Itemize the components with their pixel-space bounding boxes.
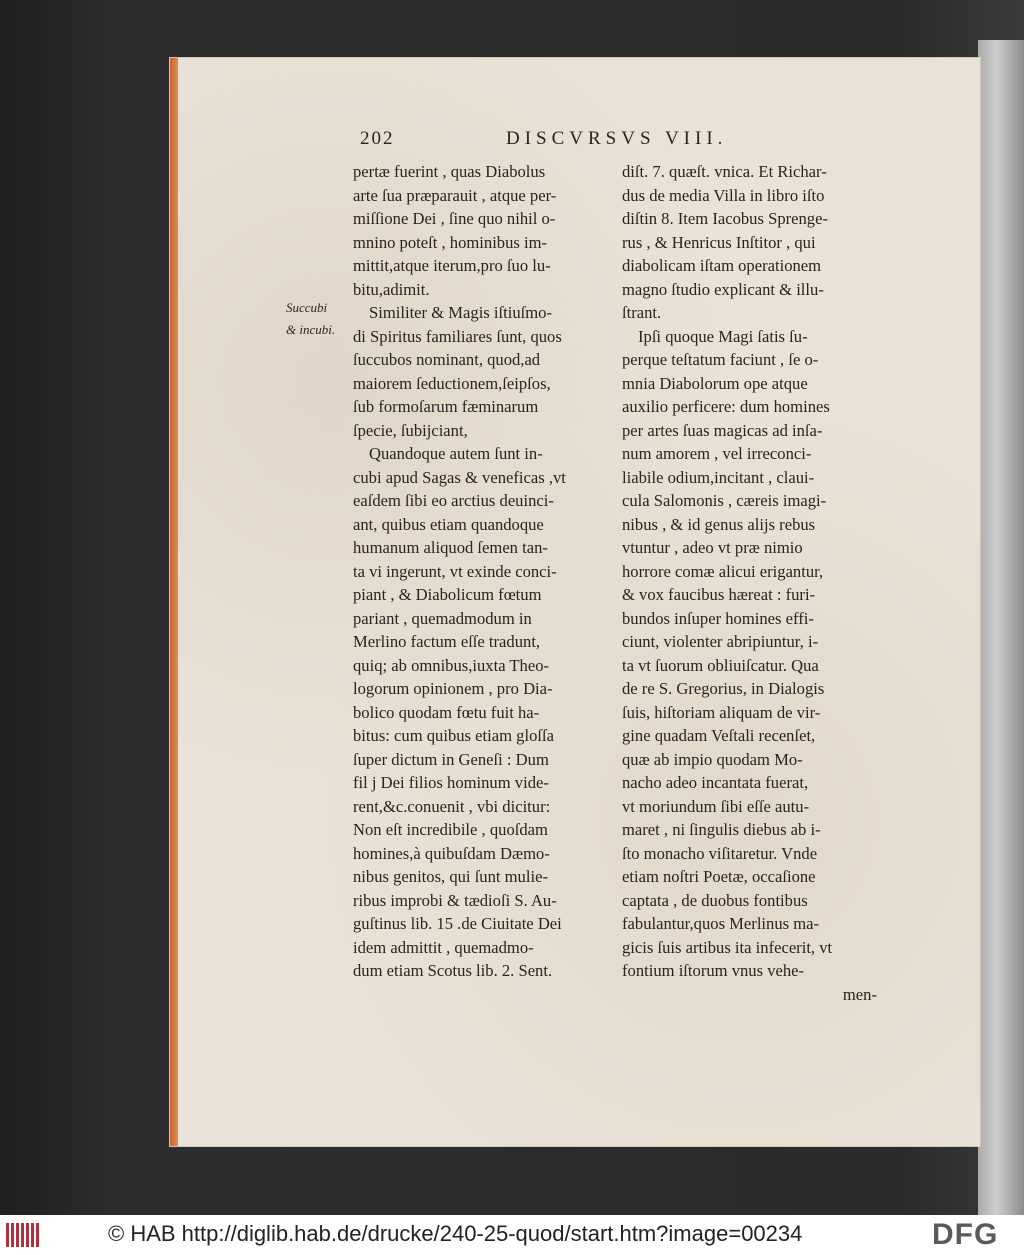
- text-line: humanum aliquod ſemen tan-: [353, 538, 548, 557]
- text-line: bundos inſuper homines effi-: [622, 608, 814, 628]
- text-line: bitu,adimit.: [353, 279, 430, 299]
- text-line: gicis ſuis artibus ita infecerit, vt: [622, 937, 833, 957]
- text-line: Similiter & Magis iſtiuſmo-: [369, 303, 552, 322]
- text-line: fil j Dei filios hominum vide-: [353, 773, 549, 792]
- adjacent-page-edge: [978, 40, 1024, 1215]
- copyright-link[interactable]: © HAB http://diglib.hab.de/drucke/240-25-quod/start.htm?image=00234: [108, 1221, 803, 1246]
- running-title: DISCVRSVS VIII.: [506, 128, 728, 149]
- text-line: ant, quibus etiam quandoque: [353, 514, 544, 534]
- text-line: bitus: cum quibus etiam gloſſa: [353, 726, 554, 745]
- margin-note-2: & incubi.: [286, 322, 336, 337]
- text-line: idem admittit , quemadmo-: [353, 937, 534, 957]
- text-line: eaſdem ſibi eo arctius deuinci-: [353, 491, 554, 510]
- text-line: ta vt ſuorum obliuiſcatur. Qua: [622, 655, 819, 675]
- text-line: Non eſt incredibile , quoſdam: [353, 820, 548, 839]
- text-line: captata , de duobus fontibus: [622, 890, 808, 910]
- text-line: ribus improbi & tædioſi S. Au-: [353, 890, 557, 910]
- text-line: ſub formoſarum fæminarum: [353, 397, 539, 416]
- text-line: de re S. Gregorius, in Dialogis: [622, 679, 825, 698]
- text-line: mnino poteſt , hominibus im-: [353, 232, 548, 252]
- text-line: ſuis, hiſtoriam aliquam de vir-: [622, 702, 821, 722]
- text-line: quiq; ab omnibus,iuxta Theo-: [353, 655, 550, 675]
- text-line: piant , & Diabolicum fœtum: [353, 585, 542, 604]
- text-line: quæ ab impio quodam Mo-: [622, 749, 803, 769]
- text-line: vt moriundum ſibi eſſe autu-: [622, 796, 810, 816]
- text-line: diabolicam iſtam operationem: [622, 256, 822, 275]
- text-line: gine quadam Veſtali recenſet,: [622, 726, 816, 745]
- text-line: fabulantur,quos Merlinus ma-: [622, 914, 820, 933]
- right-text-column: [622, 160, 877, 1006]
- page-cut-edge: [170, 58, 178, 1146]
- left-text-column: [353, 160, 608, 983]
- text-line: miſſione Dei , ſine quo nihil o-: [353, 209, 556, 228]
- footer-bar: [0, 1215, 1024, 1255]
- text-line: per artes ſuas magicas ad inſa-: [622, 420, 823, 440]
- text-line: logorum opinionem , pro Dia-: [353, 679, 553, 698]
- text-line: homines,à quibuſdam Dæmo-: [353, 843, 550, 863]
- text-line: ſpecie, ſubijciant,: [353, 420, 468, 440]
- text-line: etiam noſtri Poetæ, occaſione: [622, 867, 816, 886]
- dfg-logo: DFG: [932, 1218, 999, 1251]
- barcode-icon: [6, 1223, 46, 1247]
- text-line: maiorem ſeductionem,ſeipſos,: [353, 373, 551, 393]
- margin-note-1: Succubi: [286, 300, 328, 315]
- text-line: magno ſtudio explicant & illu-: [622, 279, 824, 299]
- text-line: nacho adeo incantata fuerat,: [622, 773, 809, 792]
- text-line: liabile odium,incitant , claui-: [622, 467, 815, 487]
- text-line: perque teſtatum faciunt , ſe o-: [622, 350, 819, 369]
- text-line: maret , ni ſingulis diebus ab i-: [622, 820, 821, 839]
- text-line: arte ſua præparauit , atque per-: [353, 185, 557, 205]
- text-line: & vox faucibus hæreat : furi-: [622, 585, 816, 604]
- text-line: num amorem , vel irreconci-: [622, 444, 812, 463]
- text-line: ſuper dictum in Geneſi : Dum: [353, 749, 549, 769]
- text-line: vtuntur , adeo vt præ nimio: [622, 538, 803, 557]
- text-line: mnia Diabolorum ope atque: [622, 373, 808, 393]
- text-line: dum etiam Scotus lib. 2. Sent.: [353, 961, 553, 980]
- text-line: cula Salomonis , cæreis imagi-: [622, 491, 827, 510]
- text-line: cubi apud Sagas & veneficas ,vt: [353, 467, 566, 487]
- text-line: men-: [842, 984, 877, 1004]
- text-line: mittit,atque iterum,pro ſuo lu-: [353, 256, 551, 275]
- text-line: di Spiritus familiares ſunt, quos: [353, 326, 562, 346]
- text-line: bolico quodam fœtu fuit ha-: [353, 702, 540, 722]
- text-line: ſtrant.: [622, 303, 662, 322]
- text-line: ſto monacho viſitaretur. Vnde: [622, 843, 818, 863]
- text-line: ſuccubos nominant, quod,ad: [353, 350, 541, 369]
- text-line: rent,&c.conuenit , vbi dicitur:: [353, 796, 551, 816]
- text-line: dus de media Villa in libro iſto: [622, 185, 825, 205]
- text-line: pertæ fuerint , quas Diabolus: [353, 162, 546, 181]
- text-line: Merlino factum eſſe tradunt,: [353, 632, 541, 651]
- text-line: nibus , & id genus alijs rebus: [622, 514, 816, 534]
- text-line: nibus genitos, qui ſunt mulie-: [353, 867, 548, 886]
- text-line: fontium iſtorum vnus vehe-: [622, 961, 805, 980]
- text-line: diſt. 7. quæſt. vnica. Et Richar-: [622, 162, 827, 181]
- page-header: [360, 128, 920, 158]
- text-line: guſtinus lib. 15 .de Ciuitate Dei: [353, 914, 562, 933]
- text-line: horrore comæ alicui erigantur,: [622, 561, 824, 581]
- page-number: 202: [360, 128, 395, 149]
- text-line: auxilio perficere: dum homines: [622, 397, 830, 416]
- text-line: pariant , quemadmodum in: [353, 608, 532, 628]
- text-line: ta vi ingerunt, vt exinde conci-: [353, 561, 557, 581]
- text-line: ciunt, violenter abripiuntur, i-: [622, 632, 819, 651]
- text-line: Quandoque autem ſunt in-: [369, 444, 543, 463]
- text-line: rus , & Henricus Inſtitor , qui: [622, 232, 816, 252]
- text-line: diſtin 8. Item Iacobus Sprenge-: [622, 209, 828, 228]
- text-line: Ipſi quoque Magi ſatis ſu-: [638, 326, 808, 346]
